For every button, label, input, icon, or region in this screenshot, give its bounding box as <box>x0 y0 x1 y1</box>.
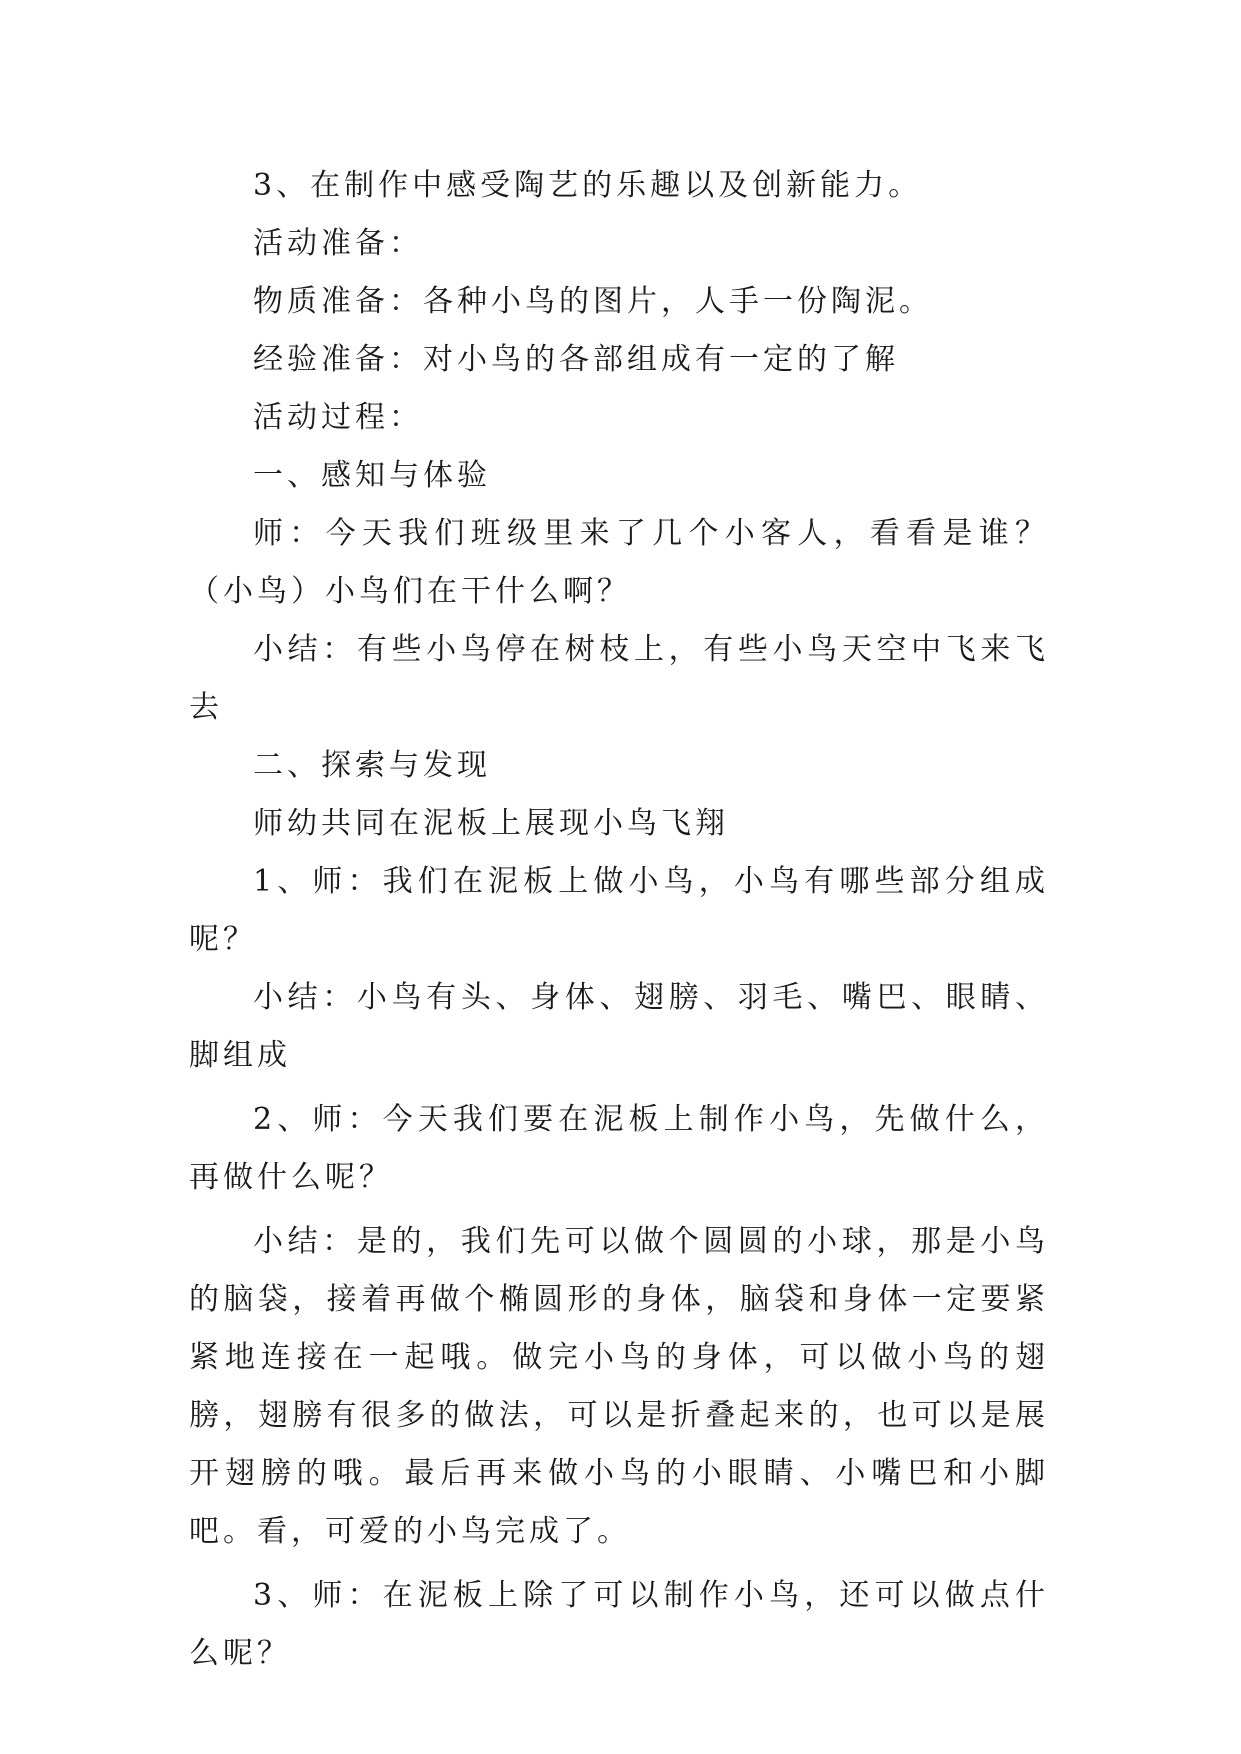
paragraph-activity-preparation: 活动准备： <box>253 226 423 261</box>
heading-perception-experience: 一、感知与体验 <box>253 458 491 493</box>
paragraph-step-1: 1、师：我们在泥板上做小鸟，小鸟有哪些部分组成呢？ <box>189 864 1049 957</box>
paragraph-summary-2: 小结：小鸟有头、身体、翅膀、羽毛、嘴巴、眼睛、脚组成 <box>189 980 1049 1073</box>
document-body <box>189 157 1049 1683</box>
paragraph-summary-3: 小结：是的，我们先可以做个圆圆的小球，那是小鸟的脑袋，接着再做个椭圆形的身体，脑袋和身体一定要紧紧地连接在一起哦。做完小鸟的身体，可以做小鸟的翅膀，翅膀有很多的做法，可以是折叠起来的，也可以是展开翅膀的哦。最后再来做小鸟的小眼睛、小嘴巴和小脚吧。看，可爱的小鸟完成了。 <box>189 1224 1049 1549</box>
paragraph-teacher-question-1: 师：今天我们班级里来了几个小客人，看看是谁？（小鸟）小鸟们在干什么啊？ <box>189 516 1049 609</box>
paragraph-goal-3: 3、在制作中感受陶艺的乐趣以及创新能力。 <box>253 168 923 203</box>
paragraph-clay-board: 师幼共同在泥板上展现小鸟飞翔 <box>253 806 729 841</box>
paragraph-activity-process: 活动过程： <box>253 400 423 435</box>
heading-explore-discover: 二、探索与发现 <box>253 748 491 783</box>
paragraph-experience-preparation: 经验准备：对小鸟的各部组成有一定的了解 <box>253 342 899 377</box>
paragraph-material-preparation: 物质准备：各种小鸟的图片，人手一份陶泥。 <box>253 284 933 319</box>
paragraph-summary-1: 小结：有些小鸟停在树枝上，有些小鸟天空中飞来飞去 <box>189 632 1049 725</box>
paragraph-step-2: 2、师：今天我们要在泥板上制作小鸟，先做什么，再做什么呢？ <box>189 1102 1049 1195</box>
paragraph-step-3: 3、师：在泥板上除了可以制作小鸟，还可以做点什么呢？ <box>189 1578 1049 1671</box>
